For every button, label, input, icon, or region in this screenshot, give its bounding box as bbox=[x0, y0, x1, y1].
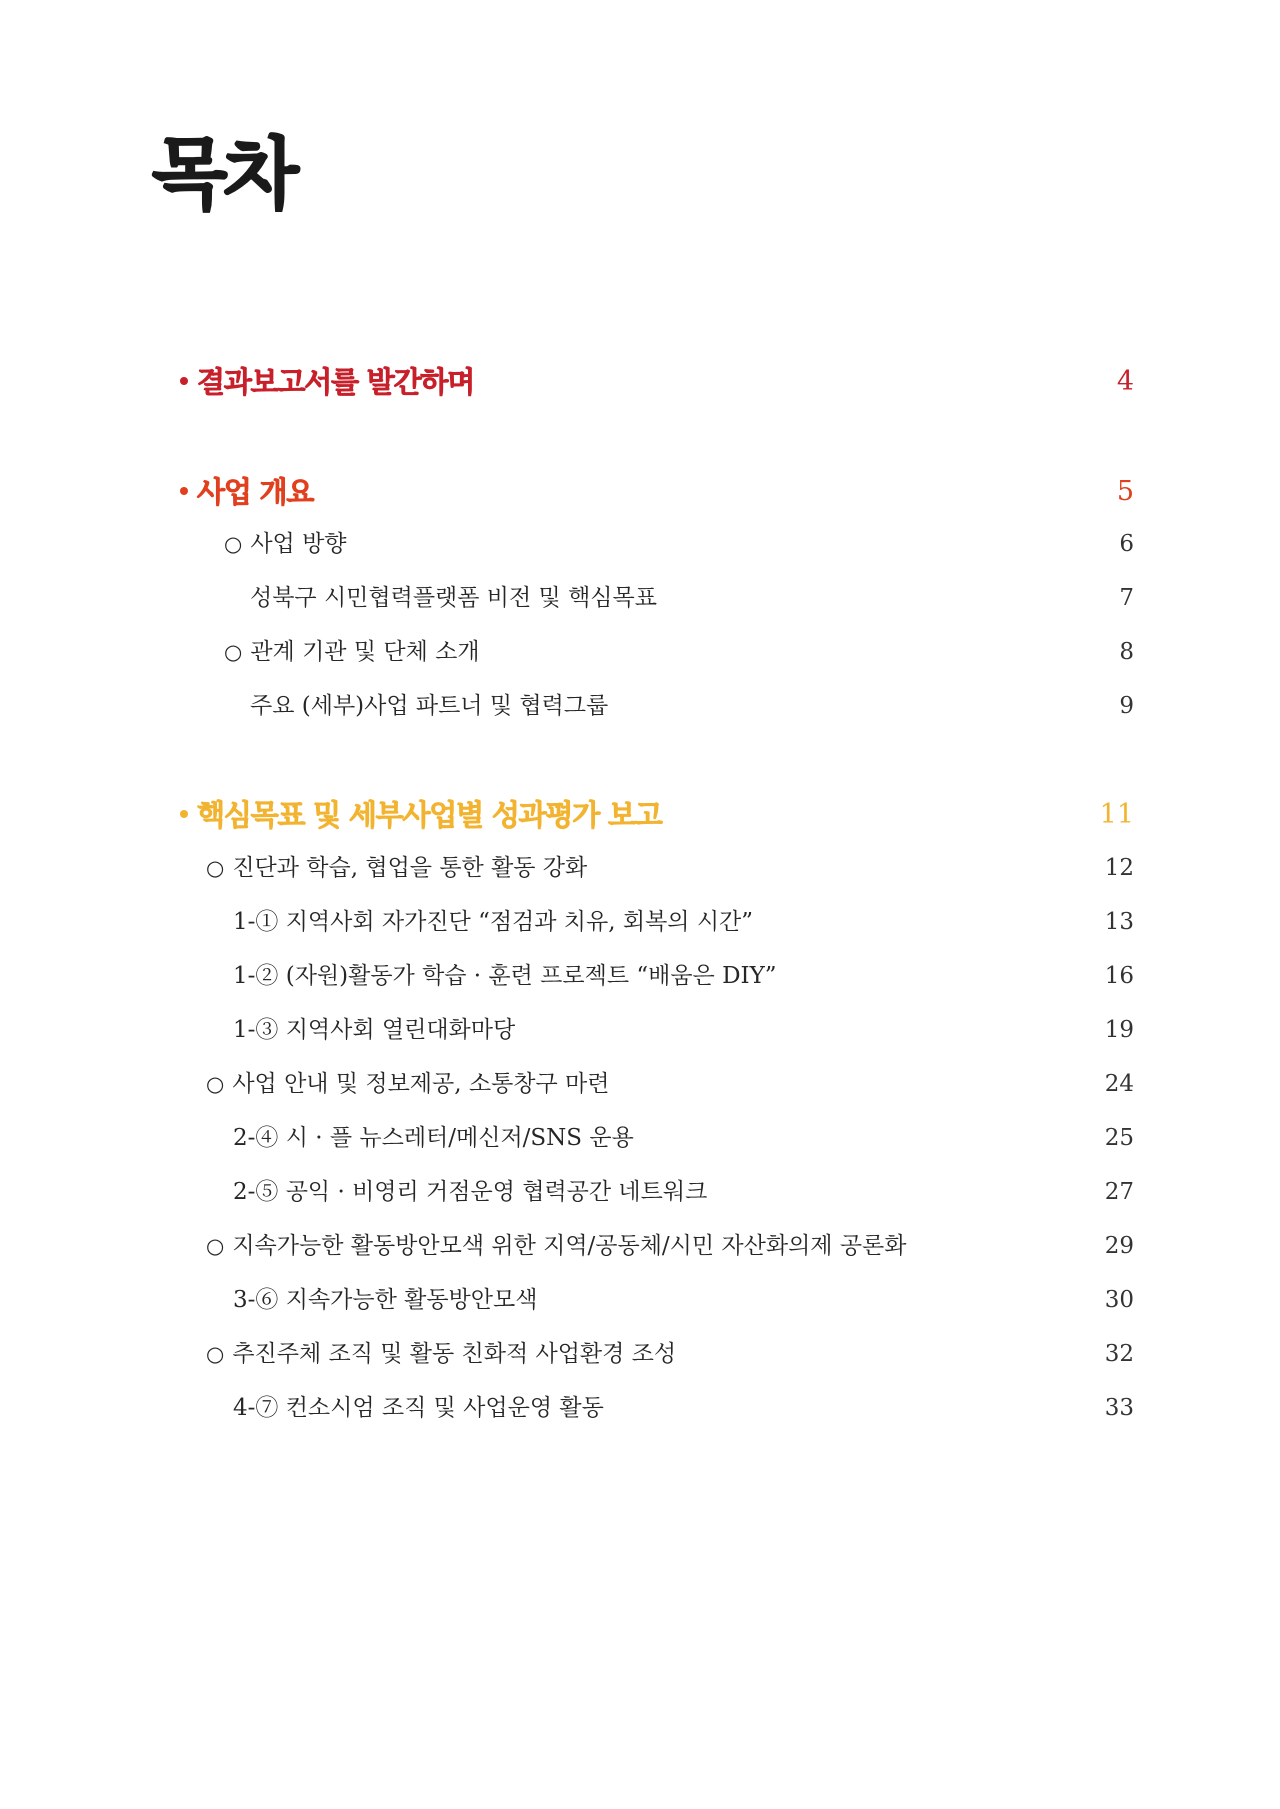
toc-entry[interactable] bbox=[0, 1224, 1280, 1268]
toc-entry-title bbox=[224, 522, 347, 566]
circle-bullet-icon: ○ bbox=[206, 1234, 225, 1258]
toc-section-title bbox=[180, 360, 474, 404]
toc-page-number: 27 bbox=[1104, 1179, 1134, 1205]
toc-entry-title bbox=[206, 1332, 676, 1376]
toc-page-number: 11 bbox=[1099, 799, 1134, 830]
toc-page-number: 8 bbox=[1119, 639, 1134, 665]
circle-bullet-icon: ○ bbox=[224, 640, 243, 664]
toc-page-number: 33 bbox=[1104, 1395, 1134, 1421]
toc-entry[interactable] bbox=[0, 1332, 1280, 1376]
toc-entry[interactable] bbox=[0, 1170, 1280, 1214]
toc-entry-label: 사업 방향 bbox=[250, 531, 347, 557]
toc-section-title bbox=[180, 470, 313, 514]
toc-entry-label: 2-④ 시 · 플 뉴스레터/메신저/SNS 운용 bbox=[233, 1125, 634, 1151]
toc-section-title bbox=[180, 793, 662, 837]
toc-entry-label: 2-⑤ 공익 · 비영리 거점운영 협력공간 네트워크 bbox=[233, 1179, 708, 1205]
toc-entry-label: 관계 기관 및 단체 소개 bbox=[250, 639, 480, 665]
toc-entry-label: 추진주체 조직 및 활동 친화적 사업환경 조성 bbox=[232, 1341, 677, 1367]
circle-bullet-icon: ○ bbox=[206, 1342, 225, 1366]
circle-bullet-icon: ○ bbox=[206, 856, 225, 880]
toc-entry[interactable] bbox=[0, 630, 1280, 674]
bullet-icon bbox=[180, 487, 188, 495]
toc-entry[interactable] bbox=[0, 1116, 1280, 1160]
toc-page-number: 5 bbox=[1116, 476, 1134, 507]
toc-section-3[interactable] bbox=[0, 793, 1280, 837]
toc-entry-label: 사업 안내 및 정보제공, 소통창구 마련 bbox=[232, 1071, 610, 1097]
toc-section-label: 결과보고서를 발간하며 bbox=[197, 365, 475, 399]
toc-entry[interactable] bbox=[0, 576, 1280, 620]
bullet-icon bbox=[180, 810, 188, 818]
toc-entry-label: 1-③ 지역사회 열린대화마당 bbox=[233, 1017, 516, 1043]
toc-page-number: 6 bbox=[1119, 531, 1134, 557]
toc-section-2[interactable] bbox=[0, 470, 1280, 514]
toc-entry-title bbox=[206, 1224, 907, 1268]
toc-entry-label: 1-② (자원)활동가 학습 · 훈련 프로젝트 “배움은 DIY” bbox=[233, 963, 777, 989]
circle-bullet-icon: ○ bbox=[206, 1072, 225, 1096]
toc-entry-title bbox=[224, 630, 480, 674]
toc-page-number: 24 bbox=[1104, 1071, 1134, 1097]
toc-entry[interactable] bbox=[0, 684, 1280, 728]
toc-entry-title bbox=[206, 1062, 609, 1106]
toc-page-number: 4 bbox=[1116, 366, 1134, 397]
toc-section-label: 사업 개요 bbox=[197, 475, 314, 509]
toc-page-number: 29 bbox=[1104, 1233, 1134, 1259]
toc-section-label: 핵심목표 및 세부사업별 성과평가 보고 bbox=[197, 798, 662, 832]
toc-entry-label: 1-① 지역사회 자가진단 “점검과 치유, 회복의 시간” bbox=[233, 909, 754, 935]
circle-bullet-icon: ○ bbox=[224, 532, 243, 556]
toc-page-number: 32 bbox=[1104, 1341, 1134, 1367]
toc-entry-title bbox=[206, 846, 587, 890]
toc-page-number: 9 bbox=[1119, 693, 1134, 719]
toc-entry[interactable] bbox=[0, 1008, 1280, 1052]
toc-page-number: 25 bbox=[1104, 1125, 1134, 1151]
toc-entry[interactable] bbox=[0, 900, 1280, 944]
toc-section-1[interactable] bbox=[0, 360, 1280, 404]
page-title: 목차 bbox=[152, 130, 295, 220]
toc-page-number: 19 bbox=[1104, 1017, 1134, 1043]
toc-page-number: 7 bbox=[1119, 585, 1134, 611]
toc-entry[interactable] bbox=[0, 954, 1280, 998]
toc-page-number: 12 bbox=[1104, 855, 1134, 881]
toc-entry-label: 4-⑦ 컨소시엄 조직 및 사업운영 활동 bbox=[233, 1395, 604, 1421]
toc-entry-label: 지속가능한 활동방안모색 위한 지역/공동체/시민 자산화의제 공론화 bbox=[232, 1233, 907, 1259]
bullet-icon bbox=[180, 377, 188, 385]
toc-page-number: 13 bbox=[1104, 909, 1134, 935]
toc-entry[interactable] bbox=[0, 522, 1280, 566]
toc-entry-label: 성북구 시민협력플랫폼 비전 및 핵심목표 bbox=[250, 585, 657, 611]
toc-entry[interactable] bbox=[0, 1386, 1280, 1430]
toc-entry[interactable] bbox=[0, 1062, 1280, 1106]
toc-page-number: 16 bbox=[1104, 963, 1134, 989]
toc-entry[interactable] bbox=[0, 1278, 1280, 1322]
toc-entry-label: 진단과 학습, 협업을 통한 활동 강화 bbox=[232, 855, 588, 881]
toc-entry-label: 3-⑥ 지속가능한 활동방안모색 bbox=[233, 1287, 538, 1313]
toc-entry-label: 주요 (세부)사업 파트너 및 협력그룹 bbox=[250, 693, 609, 719]
toc-page-number: 30 bbox=[1104, 1287, 1134, 1313]
toc-entry[interactable] bbox=[0, 846, 1280, 890]
